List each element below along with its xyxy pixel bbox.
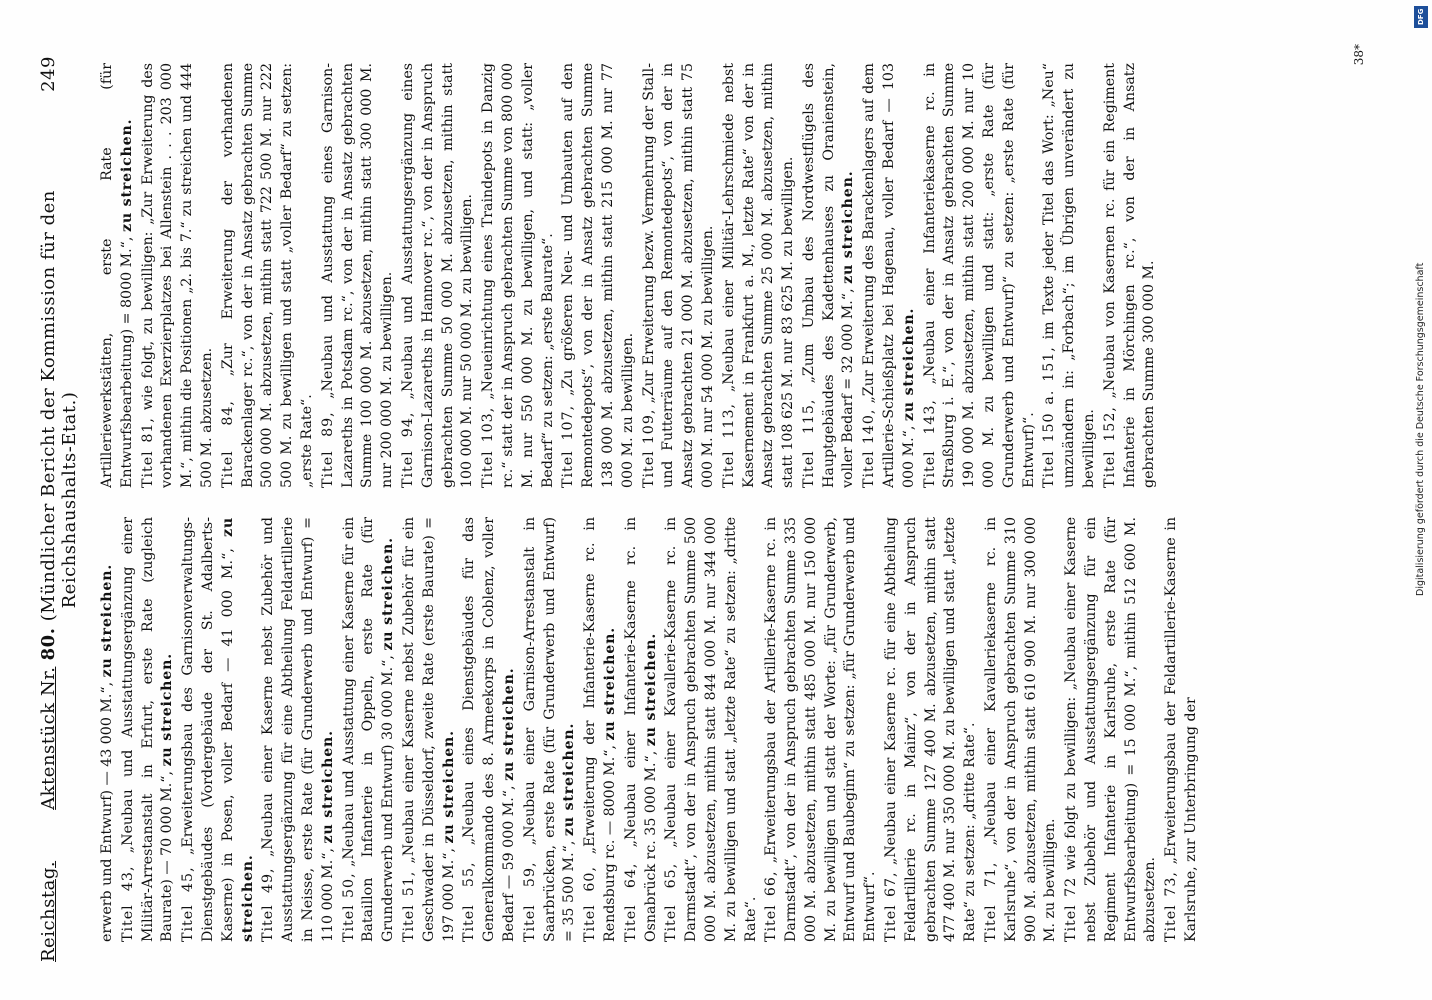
paragraph-text: „Neubau eines Dienstgebäudes für das Generalkommando des 8. Armeekorps in Coblenz, voller Bedarf — 59 000 M.“, (461, 517, 517, 942)
paragraph-text: „Zu größeren Neu- und Umbauten auf den Remontedepots“, von der in Ansatz gebrachten Summe 138 000 M. abzusetzen, mithin statt 215 000 M. nur 77 000 M. zu bewilligen. (560, 63, 636, 488)
paragraph (521, 517, 580, 942)
paragraph-text: „Neubau und Ausstattungsergänzung einer Militär-Arrestanstalt in Erfurt, erste Rate (zugleich Baurate) — 70 000 M.“, (119, 517, 176, 942)
title-reference: Titel 73, (1163, 871, 1180, 942)
paragraph (1162, 517, 1202, 942)
paragraph (460, 517, 519, 942)
title-reference: Titel 72 (1063, 876, 1080, 942)
resolution-emphasis: zu streichen. (159, 653, 176, 767)
resolution-emphasis: zu streichen. (319, 730, 336, 844)
paragraph-text: „Neubau einer Militär-Lehrschmiede nebst Kasernement in Frankfurt a. M., letzte Rate“ von der in Ansatz gebrachten Summe 25 000 M. abzusetzen, mithin statt 108 625 M. nur 83 625 M. zu bewilligen. (720, 63, 797, 488)
paragraph-text: „Neubau und Ausstattung einer Kaserne für ein Bataillon Infanterie in Oppeln, erste Rate (für Grunderwerb und Entwurf) 30 000 M.“, (340, 517, 397, 942)
paragraph-text: „Neueinrichtung eines Traindepots in Danzig rc.“ statt der in Anspruch gebrachten Summe von 800 000 M. nur 550 000 M. zu bewilligen, und statt: „voller Bedarf“ zu setzen: „erste Baurate“. (480, 63, 556, 488)
paragraph-text: wie folgt, zu bewilligen: „Zur Erweiterung des vorhandenen Exerzierplatzes bei Allenstein . . . 203 000 M.“, mithin die Positionen „2. bis 7.“ zu streichen und 444 500 M. abzusetzen. (139, 63, 215, 488)
resolution-emphasis: zu streichen. (500, 667, 517, 781)
title-reference: Titel 50, (340, 872, 357, 942)
title-reference: Titel 140, (861, 408, 878, 488)
title-reference: Titel 107, (560, 404, 577, 488)
paragraph (340, 517, 399, 942)
title-reference: Titel 45, (180, 866, 197, 942)
paragraph (1062, 517, 1161, 942)
paragraph (219, 63, 318, 488)
resolution-emphasis: zu streichen. (118, 118, 135, 233)
paragraph (479, 63, 558, 488)
paragraph (800, 63, 859, 488)
title-reference: Titel 66, (763, 870, 780, 942)
header-title (38, 140, 80, 860)
paragraph (179, 517, 258, 942)
title-reference: Titel 109, (640, 408, 657, 488)
paragraph-text: „Neubau einer Garnison-Arrestanstalt in Saarbrücken, erste Rate (für Grunderwerb und Entwurf) = 35 500 M.“, (521, 517, 578, 942)
title-reference: Titel 71, (983, 861, 1000, 942)
paragraph-text: „Zur Erweiterung bezw. Vermehrung der Stall- und Futterräume auf den Remontedepots“, von der in Ansatz gebrachten 21 000 M. abzusetzen, mithin statt 75 000 M. nur 54 000 M. zu bewilligen. (640, 63, 716, 488)
paragraph (640, 63, 719, 488)
title-reference: Titel 115, (800, 398, 817, 488)
rotated-sheet (20, 20, 1380, 980)
paragraph (400, 517, 459, 942)
title-reference: Titel 113, (720, 402, 737, 488)
paragraph-text: „Erweiterung der Infanterie-Kaserne rc. in Rendsburg rc. — 8000 M.“, (582, 517, 618, 942)
header-center-number: 80. (38, 627, 59, 661)
paragraph-text: im Texte jeder Titel das Wort: „Neu“ umzuändern in: „Forbach“; im Übrigen unverändert zu bewilligen. (1041, 63, 1098, 488)
title-reference: Titel 81, (139, 417, 156, 488)
paragraph-text: erwerb und Entwurf) — 43 000 M.“, (99, 681, 115, 942)
paragraph (720, 63, 799, 488)
paragraph-text: „Neubau einer Kaserne nebst Zubehör und Ausstattungsergänzung für eine Abtheilung Feldartillerie in Neisse, erste Rate (für Grunderwerb und Entwurf) = 110 000 M.“, (260, 517, 336, 942)
title-reference: Titel 84, (219, 400, 236, 488)
title-reference: Titel 55, (461, 861, 478, 942)
resolution-emphasis: zu streichen. (219, 517, 256, 942)
title-reference: Titel 89, (319, 411, 336, 488)
title-reference: Titel 64, (622, 862, 639, 942)
resolution-emphasis: zu streichen. (440, 730, 457, 844)
paragraph (581, 517, 621, 942)
paragraph (662, 517, 761, 942)
paragraph (882, 517, 981, 942)
text-column-right (98, 63, 1358, 488)
page-header (20, 20, 80, 980)
resolution-emphasis: zu streichen. (642, 632, 659, 747)
header-center-rest: (Mündlicher Bericht der Kommission für den Reichshaushalts-Etat.) (38, 190, 80, 622)
paragraph-text: wie folgt zu bewilligen: „Neubau einer Kaserne nebst Zubehör und Ausstattungsergänzung für ein Regiment Infanterie in Karlsruhe, erste Rate (für Entwurfsbearbeitung) = 15 000 M.“, mithin 512 600 M. abzusetzen. (1063, 517, 1159, 942)
paragraph-text: „Erweiterungsbau der Feldartillerie-Kaserne in Karlsruhe, zur Unterbringung der (1163, 517, 1200, 942)
title-reference: Titel 103, (480, 406, 497, 488)
title-reference: Titel 67, (883, 871, 900, 942)
paragraph (762, 517, 881, 942)
resolution-emphasis: zu streichen. (99, 563, 115, 678)
paragraph (98, 63, 138, 488)
resolution-emphasis: zu streichen. (840, 170, 857, 284)
title-reference: Titel 43, (119, 865, 136, 942)
dfg-logo: DFG (1414, 6, 1428, 28)
paragraph (259, 517, 338, 942)
title-reference: Titel 51, (400, 870, 417, 942)
title-reference: Titel 143, (921, 399, 938, 488)
paragraph (982, 517, 1061, 942)
paragraph (1040, 63, 1099, 488)
paragraph (319, 63, 398, 488)
paragraph-text: „Zur Erweiterung der vorhandenen Barackenlager rc.“, von der in Ansatz gebrachten Summe 500 000 M. abzusetzen, mithin statt 722 500 M. nur 222 500 M. zu bewilligen und statt „voller Bedarf“ zu setzen: „erste Rate“. (219, 63, 315, 488)
title-reference: Titel 59, (521, 861, 538, 942)
resolution-emphasis: zu streichen. (561, 722, 578, 837)
paragraph-text: „Neubau einer Infanterie-Kaserne rc. in Osnabrück rc. 35 000 M.“, (622, 517, 659, 942)
paragraph-text: „Zum Umbau des Nordwestflügels des Hauptgebäudes des Kadettenhauses zu Oranienstein, voller Bedarf = 32 000 M.“, (800, 63, 857, 488)
dfg-credit-text: Digitalisierung gefördert durch die Deutsche Forschungsgemeinschaft (1415, 262, 1426, 596)
paragraph-text: Artilleriewerkstätten, erste Rate (für Entwurfsbearbeitung) = 8000 M.“, (99, 63, 135, 488)
title-reference: Titel 49, (260, 867, 277, 942)
page-number: 249 (38, 56, 59, 92)
title-reference: Titel 150 a. 151, (1041, 346, 1058, 488)
paragraph-text: „Erweiterungsbau der Artillerie-Kaserne rc. in Darmstadt“, von der in Anspruch gebrachten Summe 335 000 M. abzusetzen, mithin statt 485 000 M. nur 150 000 M. zu bewilligen und statt der Worte: „für Grunderwerb, Entwurf und Baubeginn“ zu setzen: „für Grunderwerb und Entwurf“. (763, 517, 879, 942)
resolution-emphasis: zu streichen. (601, 627, 618, 741)
paragraph (399, 63, 478, 488)
resolution-emphasis: zu streichen. (380, 537, 397, 651)
paragraph (921, 63, 1040, 488)
paragraph (98, 517, 118, 942)
paragraph (119, 517, 178, 942)
paragraph-text: „Neubau einer Kavalleriekaserne rc. in Karlsruhe“, von der in Anspruch gebrachten Summe 310 900 M. abzusetzen, mithin statt 610 900 M. nur 300 000 M. zu bewilligen. (983, 517, 1059, 942)
paragraph-text: „Neubau von Kasernen rc. für ein Regiment Infanterie in Mörchingen rc.“, von der in Ansatz gebrachten Summe 300 000 M. (1101, 63, 1158, 488)
paragraph (559, 63, 638, 488)
title-reference: Titel 94, (399, 411, 416, 488)
title-reference: Titel 65, (663, 862, 680, 942)
title-reference: Titel 60, (582, 866, 599, 942)
paragraph-text: „Neubau und Ausstattungsergänzung eines Garnison-Lazareths in Hannover rc.“, von der in Anspruch gebrachten Summe 50 000 M. abzusetzen, mithin statt 100 000 M. nur 50 000 M. zu bewilligen. (399, 63, 476, 488)
resolution-emphasis: zu streichen. (900, 307, 917, 422)
paragraph (139, 63, 218, 488)
text-column-left (98, 517, 1358, 942)
paragraph-text: „Neubau und Ausstattung eines Garnison-Lazareths in Potsdam rc.“, von der in Ansatz gebrachten Summe 100 000 M. abzusetzen, mithin statt 300 000 M. nur 200 000 M. zu bewilligen. (319, 63, 396, 488)
paragraph-text: „Neubau einer Infanteriekaserne rc. in Straßburg i. E.“, von der in Ansatz gebrachten Summe 190 000 M. abzusetzen, mithin statt 200 000 M. nur 10 000 M. zu bewilligen und statt: „erste Rate (für Grunderwerb und Entwurf)“ zu setzen: „erste Rate (für Entwurf)“. (921, 63, 1037, 488)
paragraph-text: „Erweiterungsbau des Garnisonverwaltungs-Dienstgebäudes (Vordergebäude der St. Adalberts-Kaserne) in Posen, voller Bedarf — 41 000 M.“, (180, 517, 236, 942)
header-center-prefix: Aktenstück Nr. (38, 666, 59, 810)
paragraph (1101, 63, 1160, 488)
paragraph (860, 63, 919, 488)
title-reference: Titel 152, (1101, 406, 1118, 488)
header-left: Reichstag. (38, 860, 59, 962)
paragraph-text: „Neubau einer Kavallerie-Kaserne rc. in Darmstadt“, von der in Anspruch gebrachten Summe 500 000 M. abzusetzen, mithin statt 844 000 M. nur 344 000 M. zu bewilligen und statt „letzte Rate“ zu setzen: „dritte Rate“. (663, 517, 759, 942)
paragraph-text: „Neubau einer Kaserne rc. für eine Abtheilung Feldartillerie rc. in Mainz“, von der in Anspruch gebrachten Summe 127 400 M. abzusetzen, mithin statt 477 400 M. nur 350 000 M. zu bewilligen und statt „letzte Rate“ zu setzen: „dritte Rate“. (883, 517, 979, 942)
paragraph-text: „Neubau einer Kaserne nebst Zubehör für ein Geschwader in Düsseldorf, zweite Rate (erste Baurate) = 197 000 M.“, (400, 517, 457, 942)
paragraph (622, 517, 662, 942)
signature-mark: 38* (1352, 44, 1366, 66)
paragraph-text: „Zur Erweiterung des Barackenlagers auf dem Artillerie-Schießplatz bei Hagenau, voller Bedarf — 103 000 M.“, (861, 63, 917, 488)
